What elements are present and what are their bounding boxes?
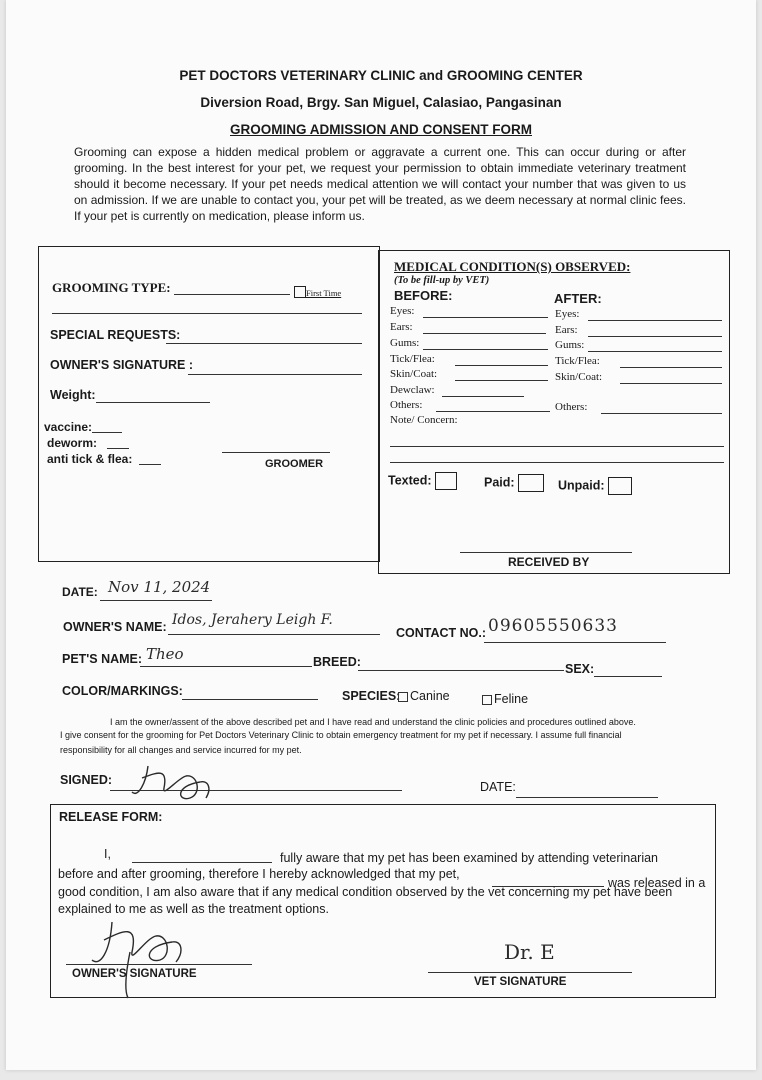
after-heading: AFTER: [554, 291, 602, 306]
consent-line-1: I am the owner/assent of the above described pet and I have read and understand the clinic policies and procedures outlined above. [110, 717, 636, 727]
release-title: RELEASE FORM: [59, 810, 163, 824]
before-item-label: Skin/Coat: [390, 368, 438, 380]
vet-signature-label: VET SIGNATURE [474, 976, 567, 988]
before-heading: BEFORE: [394, 288, 453, 303]
after-item-label: Tick/Flea: [555, 355, 600, 367]
pet-name-line [140, 666, 312, 667]
owner-signature-label: OWNER'S SIGNATURE : [50, 358, 194, 372]
clinic-name: PET DOCTORS VETERINARY CLINIC and GROOMING CENTER [179, 68, 583, 83]
anti-tick-label: anti tick & flea: [47, 452, 133, 466]
medical-title: MEDICAL CONDITION(S) OBSERVED: [394, 259, 631, 274]
after-item-field[interactable] [620, 383, 722, 384]
vet-initials: Dr. E [504, 940, 555, 964]
texted-checkbox[interactable] [435, 472, 457, 490]
after-item-label: Others: [555, 401, 588, 413]
paid-group [484, 474, 544, 492]
before-item-field[interactable] [423, 333, 547, 334]
owner-signature-field[interactable] [188, 374, 362, 375]
texted-label: Texted: [388, 473, 432, 488]
groomer-signature-line[interactable] [222, 452, 330, 453]
canine-label: Canine [410, 689, 450, 703]
before-item-label: Eyes: [390, 305, 415, 317]
contact-line [484, 642, 666, 643]
release-i: I, [104, 847, 111, 861]
before-item-field[interactable] [423, 317, 549, 318]
after-item-label: Eyes: [555, 308, 580, 320]
after-item-field[interactable] [588, 320, 723, 321]
unpaid-label: Unpaid: [558, 478, 605, 493]
sex-field[interactable] [594, 676, 662, 677]
release-text-1: fully aware that my pet has been examined by attending veterinarian [280, 851, 659, 865]
pet-name-label: PET'S NAME: [62, 652, 143, 666]
unpaid-checkbox[interactable] [608, 477, 632, 495]
sex-label: SEX: [565, 662, 595, 676]
vaccine-label: vaccine: [44, 420, 93, 434]
feline-checkbox[interactable] [482, 695, 492, 705]
before-item-field[interactable] [455, 365, 548, 366]
before-item-label: Dewclaw: [390, 384, 435, 396]
first-time-label: First Time [306, 288, 342, 298]
before-item-label: Ears: [390, 321, 413, 333]
weight-label: Weight: [50, 388, 96, 402]
after-item-field[interactable] [601, 413, 723, 414]
after-item-field[interactable] [588, 336, 723, 337]
release-text-4: explained to me as well as the treatment options. [58, 902, 329, 916]
signed-label: SIGNED: [60, 773, 113, 787]
date-value[interactable]: Nov 11, 2024 [108, 578, 211, 596]
texted-group [388, 472, 457, 490]
canine-checkbox[interactable] [398, 692, 408, 702]
release-text-2b: was released in a [608, 876, 706, 890]
release-text-2a: before and after grooming, therefore I hereby acknowledged that my pet, [58, 867, 460, 881]
deworm-label: deworm: [47, 436, 98, 450]
species-label: SPECIES: [342, 689, 401, 703]
before-item-field[interactable] [423, 349, 549, 350]
vaccine-field[interactable] [92, 432, 122, 433]
consent-line-3: responsibility for all changes and service incurred for my pet. [60, 745, 302, 755]
release-owner-signature-scribble [90, 912, 190, 1007]
deworm-field[interactable] [107, 448, 129, 449]
received-by-line[interactable] [460, 552, 632, 553]
release-text-3: good condition, I am also aware that if any medical condition observed by the vet concerning my pet have been [58, 885, 673, 899]
first-time-checkbox[interactable] [294, 286, 306, 298]
before-item-label: Note/ Concern: [390, 414, 458, 426]
contact-label: CONTACT NO.: [396, 626, 487, 640]
grooming-type-field-2[interactable] [52, 313, 362, 314]
paid-checkbox[interactable] [518, 474, 544, 492]
grooming-type-label: GROOMING TYPE: [52, 280, 171, 295]
before-item-field[interactable] [455, 380, 548, 381]
special-requests-field[interactable] [166, 343, 362, 344]
consent-date-label: DATE: [480, 780, 516, 794]
after-item-label: Skin/Coat: [555, 371, 603, 383]
grooming-type-field[interactable] [174, 294, 290, 295]
groomer-label: GROOMER [265, 458, 324, 470]
consent-line-2: I give consent for the grooming for Pet Doctors Veterinary Clinic to obtain emergency treatment for my pet if necessary. I assume full financial [60, 730, 622, 740]
before-item-field[interactable] [442, 396, 524, 397]
after-item-label: Gums: [555, 339, 585, 351]
before-item-label: Gums: [390, 337, 420, 349]
intro-paragraph: Grooming can expose a hidden medical problem or aggravate a current one. This can occur during or after grooming. In the best interest for your pet, we request your permission to obtain immediate veterinary treatment should it become necessary. If your pet needs medical attention we will contact your number that was given to us on admission. If we are unable to contact you, your pet will be treated, as we deem necessary at normal clinic fees. If your pet is currently on medication, please inform us. [74, 145, 686, 223]
pet-name-value[interactable]: Theo [146, 645, 184, 663]
date-label: DATE: [62, 585, 98, 599]
release-owner-signature-line[interactable] [66, 964, 252, 965]
before-item-label: Tick/Flea: [390, 353, 435, 365]
contact-value[interactable]: 09605550633 [488, 616, 618, 636]
release-owner-name-field[interactable] [132, 862, 272, 863]
after-item-field[interactable] [588, 351, 723, 352]
vet-signature-line[interactable] [428, 972, 632, 973]
weight-field[interactable] [96, 402, 210, 403]
feline-label: Feline [494, 692, 529, 706]
owner-name-label: OWNER'S NAME: [63, 620, 167, 634]
breed-field[interactable] [358, 670, 564, 671]
consent-date-field[interactable] [516, 797, 658, 798]
note-line-1[interactable] [390, 446, 724, 447]
date-field-line [100, 600, 212, 601]
after-item-field[interactable] [620, 367, 722, 368]
color-markings-field[interactable] [182, 699, 318, 700]
color-markings-label: COLOR/MARKINGS: [62, 684, 183, 698]
unpaid-group [558, 477, 632, 495]
note-line-2[interactable] [390, 462, 724, 463]
special-requests-label: SPECIAL REQUESTS: [50, 328, 181, 342]
release-owner-signature-label: OWNER'S SIGNATURE [72, 968, 197, 980]
clinic-address: Diversion Road, Brgy. San Miguel, Calasiao, Pangasinan [200, 95, 562, 110]
owner-name-value[interactable]: Idos, Jerahery Leigh F. [172, 612, 333, 628]
breed-label: BREED: [313, 655, 361, 669]
received-by-label: RECEIVED BY [508, 555, 590, 569]
paid-label: Paid: [484, 475, 515, 490]
after-item-label: Ears: [555, 324, 578, 336]
anti-tick-field[interactable] [139, 464, 161, 465]
before-item-label: Others: [390, 399, 423, 411]
owner-name-line [168, 634, 380, 635]
before-item-field[interactable] [436, 411, 551, 412]
vet-subtitle: (To be fill-up by VET) [394, 275, 490, 286]
form-title: GROOMING ADMISSION AND CONSENT FORM [230, 122, 532, 137]
